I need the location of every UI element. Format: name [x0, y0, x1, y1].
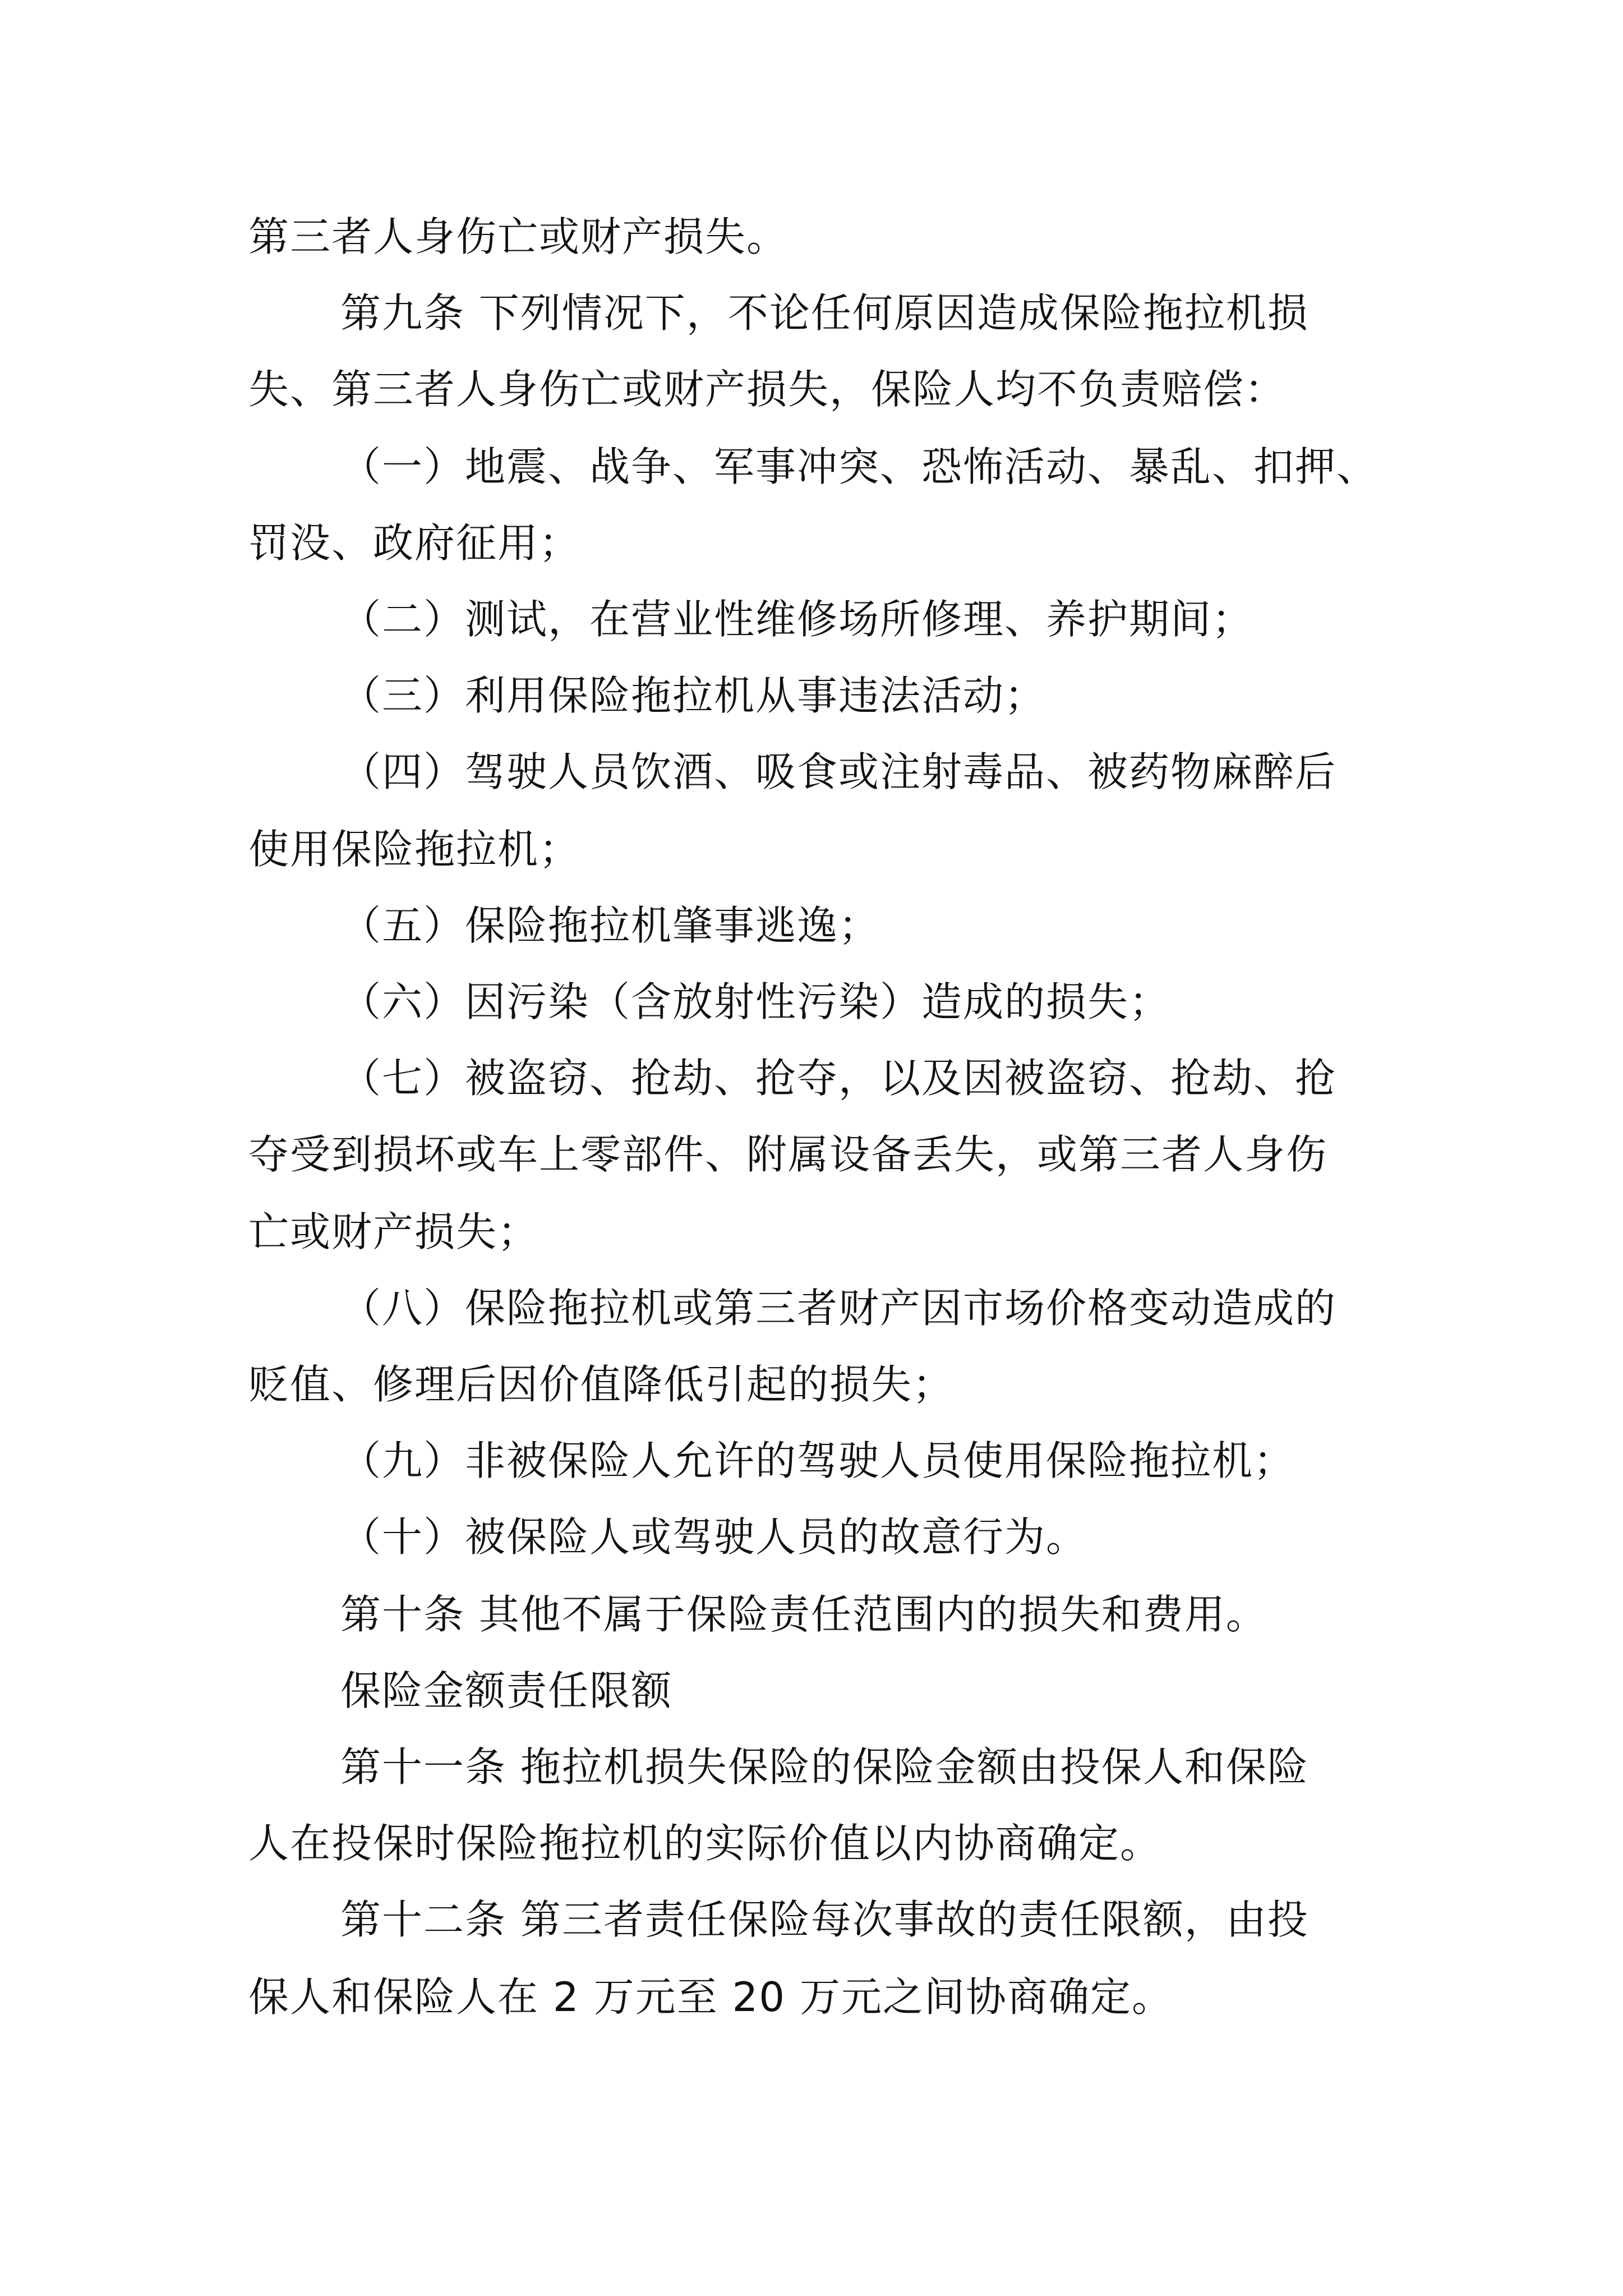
text-line: （七）被盗窃、抢劫、抢夺，以及因被盗窃、抢劫、抢 — [340, 1055, 1337, 1102]
text-line: 贬值、修理后因价值降低引起的损失； — [248, 1361, 955, 1408]
text-line: 保人和保险人在 2 万元至 20 万元之间协商确定。 — [248, 1973, 1173, 2021]
text-line: （二）测试，在营业性维修场所修理、养护期间； — [340, 596, 1254, 643]
text-line: 夺受到损坏或车上零部件、附属设备丢失，或第三者人身伤 — [248, 1131, 1328, 1178]
text-line: （五）保险拖拉机肇事逃逸； — [340, 902, 880, 949]
text-line: （九）非被保险人允许的驾驶人员使用保险拖拉机； — [340, 1437, 1295, 1484]
text-line: 第十一条 拖拉机损失保险的保险金额由投保人和保险 — [340, 1743, 1309, 1791]
text-line: 第九条 下列情况下，不论任何原因造成保险拖拉机损 — [340, 289, 1309, 337]
text-line: （八）保险拖拉机或第三者财产因市场价格变动造成的 — [340, 1285, 1337, 1332]
text-line: 第三者人身伤亡或财产损失。 — [248, 213, 789, 260]
text-line: （一）地震、战争、军事冲突、恐怖活动、暴乱、扣押、 — [340, 443, 1378, 490]
text-line: （四）驾驶人员饮酒、吸食或注射毒品、被药物麻醉后 — [340, 748, 1337, 795]
text-line: 使用保险拖拉机； — [248, 826, 581, 873]
text-line: 亡或财产损失； — [248, 1208, 540, 1255]
section-heading: 保险金额责任限额 — [340, 1667, 673, 1714]
text-line: 第十条 其他不属于保险责任范围内的损失和费用。 — [340, 1591, 1267, 1638]
text-line: 罚没、政府征用； — [248, 519, 581, 567]
text-line: 失、第三者人身伤亡或财产损失，保险人均不负责赔偿： — [248, 366, 1287, 413]
text-line: （六）因污染（含放射性污染）造成的损失； — [340, 978, 1171, 1025]
text-line: 第十二条 第三者责任保险每次事故的责任限额，由投 — [340, 1896, 1309, 1943]
text-line: （三）利用保险拖拉机从事违法活动； — [340, 672, 1046, 719]
text-line: （十）被保险人或驾驶人员的故意行为。 — [340, 1513, 1088, 1561]
text-line: 人在投保时保险拖拉机的实际价值以内协商确定。 — [248, 1820, 1162, 1867]
